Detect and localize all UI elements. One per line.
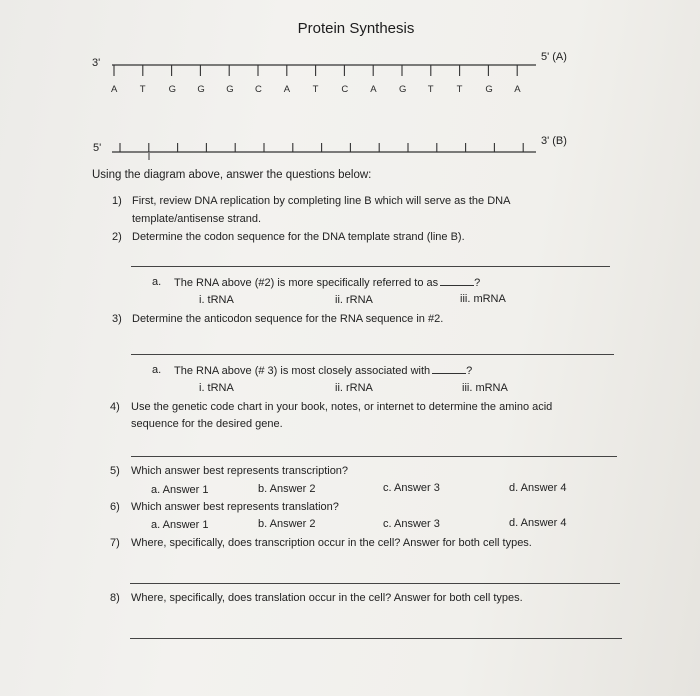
strand-a-base-letter: G [485, 84, 493, 95]
q5-answer-b[interactable]: b. Answer 2 [258, 483, 316, 495]
q3a-option-trna: i. tRNA [199, 382, 234, 394]
q3a-question: The RNA above (# 3) is most closely associated with [174, 365, 431, 377]
q4-number: 4) [110, 401, 120, 413]
q8-number: 8) [110, 592, 120, 604]
q1-text-line2: template/antisense strand. [132, 213, 262, 225]
q2a-blank[interactable] [440, 276, 474, 286]
q5-answer-a[interactable]: a. Answer 1 [151, 484, 209, 496]
strand-a-base-letter: T [139, 84, 146, 95]
q1-text-line1: First, review DNA replication by completing line B which will serve as the DNA [132, 195, 511, 207]
instructions-intro: Using the diagram above, answer the questions below: [92, 169, 372, 181]
strand-a-base-letter: T [427, 84, 434, 95]
q2a-label: a. [152, 276, 162, 288]
page-title: Protein Synthesis [297, 20, 415, 37]
q3a-blank[interactable] [432, 364, 466, 374]
q6-answer-d[interactable]: d. Answer 4 [509, 517, 567, 529]
strand-a-base-letter: A [514, 84, 521, 95]
q4-text-line2: sequence for the desired gene. [131, 418, 283, 430]
q3a-option-rrna: ii. rRNA [335, 382, 373, 394]
strand-a-base-letter: A [111, 84, 118, 95]
q8-answer-line[interactable] [130, 638, 622, 639]
q6-answer-c[interactable]: c. Answer 3 [383, 518, 440, 530]
strand-b-right-end: 3' (B) [541, 135, 567, 147]
strand-a-ticks [114, 65, 517, 76]
q3a-qmark: ? [466, 365, 473, 377]
strand-a-left-end: 3' [92, 57, 101, 69]
q4-text-line1: Use the genetic code chart in your book, notes, or internet to determine the amino acid [131, 401, 553, 413]
strand-a-base-letter: C [341, 84, 349, 95]
q6-number: 6) [110, 501, 120, 513]
q7-number: 7) [110, 537, 120, 549]
q2-answer-line[interactable] [131, 266, 610, 267]
strand-b-left-end: 5' [93, 142, 102, 154]
q2-number: 2) [112, 231, 122, 243]
q3a-text [174, 364, 472, 377]
q6-answer-a[interactable]: a. Answer 1 [151, 519, 209, 531]
strand-a-base-letter: G [168, 84, 176, 95]
q5-number: 5) [110, 465, 120, 477]
q3-text: Determine the anticodon sequence for the RNA sequence in #2. [132, 313, 444, 325]
q5-answer-c[interactable]: c. Answer 3 [383, 482, 440, 494]
q5-text: Which answer best represents transcription? [131, 465, 349, 477]
q3a-option-mrna: iii. mRNA [462, 382, 508, 394]
strand-a-base-letter: G [399, 84, 407, 95]
q2a-option-trna: i. tRNA [199, 294, 234, 306]
strand-a-base-letter: T [456, 84, 463, 95]
dna-strand-b [112, 143, 536, 160]
q7-answer-line[interactable] [130, 583, 620, 584]
q8-text: Where, specifically, does translation occur in the cell? Answer for both cell types. [131, 592, 523, 604]
q4-answer-line[interactable] [131, 456, 617, 457]
q3-answer-line[interactable] [131, 354, 614, 355]
q1-number: 1) [112, 195, 122, 207]
q2a-text [174, 276, 480, 289]
q2a-option-rrna: ii. rRNA [335, 294, 373, 306]
q2a-question: The RNA above (#2) is more specifically referred to as [174, 277, 439, 289]
q6-answer-b[interactable]: b. Answer 2 [258, 518, 316, 530]
q2a-option-mrna: iii. mRNA [460, 293, 506, 305]
strand-a-base-letter: G [226, 84, 234, 95]
strand-a-base-letter: A [370, 84, 377, 95]
strand-a-base-letter: C [255, 84, 262, 95]
q3-number: 3) [112, 313, 122, 325]
q2a-qmark: ? [474, 277, 481, 289]
strand-a-base-letter: G [197, 84, 205, 95]
q5-answer-d[interactable]: d. Answer 4 [509, 482, 567, 494]
strand-a-bases [111, 84, 521, 95]
strand-a-base-letter: T [312, 84, 319, 95]
q3a-label: a. [152, 364, 162, 376]
q7-text: Where, specifically, does transcription occur in the cell? Answer for both cell types. [131, 537, 532, 549]
q2-text: Determine the codon sequence for the DNA template strand (line B). [132, 231, 465, 243]
strand-a-base-letter: A [283, 84, 291, 95]
strand-a-right-end: 5' (A) [541, 51, 567, 63]
dna-strand-a [111, 65, 536, 95]
q6-text: Which answer best represents translation? [131, 501, 339, 513]
